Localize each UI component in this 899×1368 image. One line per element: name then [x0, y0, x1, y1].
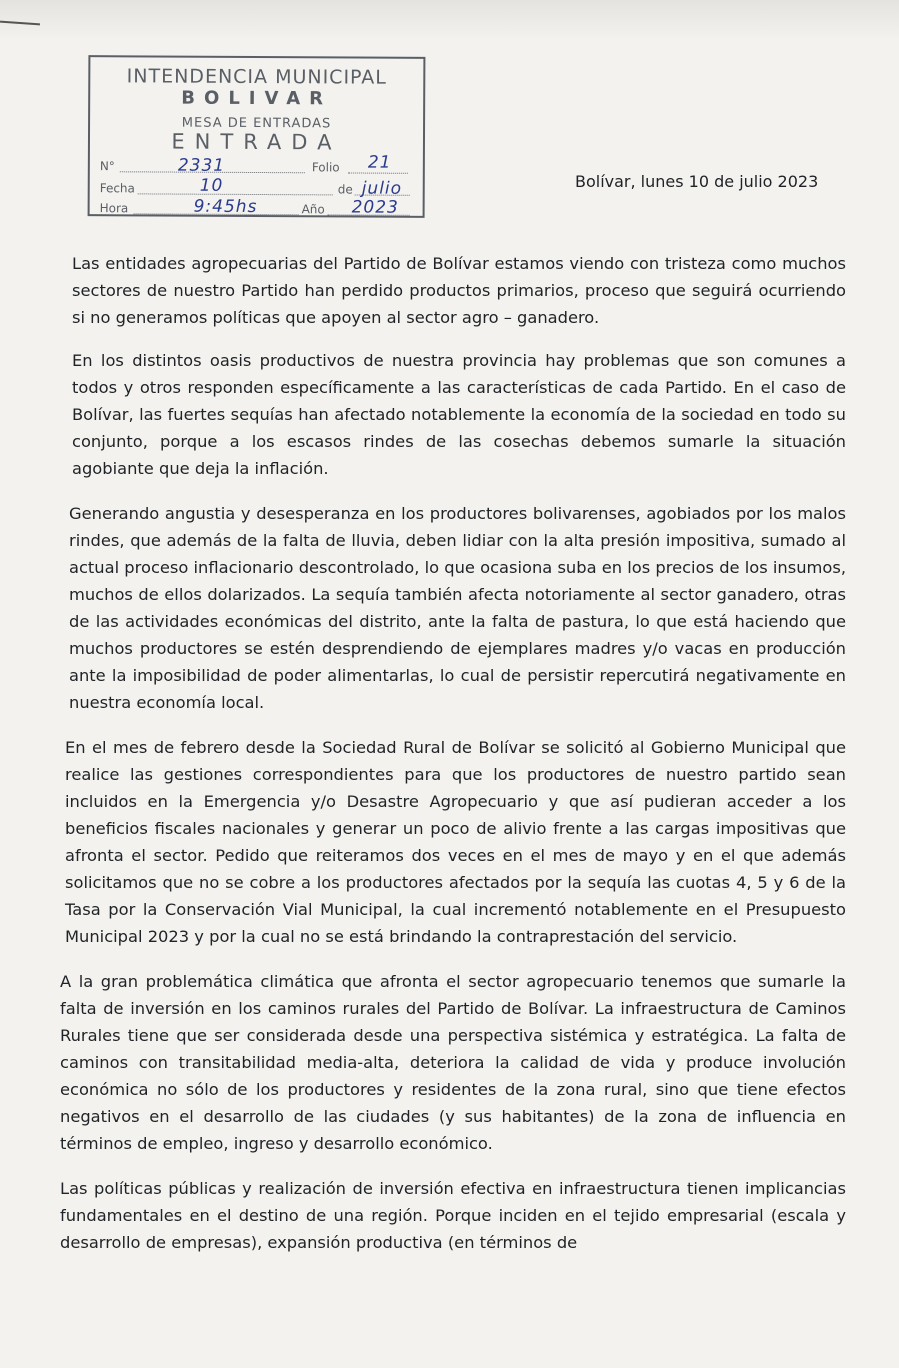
paragraph-4: En el mes de febrero desde la Sociedad Rural de Bolívar se solicitó al Gobierno Municipal que realice las gestiones correspondientes para que los productores de nuestro partido sean incluidos en la Emergencia y/o Desastre Agropecuario y que así pudieran acceder a los beneficios fiscales nacionales y generar un poco de alivio frente a las cargas impositivas que afronta el sector. Pedido que reiteramos dos veces en el mes de mayo y en el que además solicitamos que no se cobre a los productores afectados por la sequía las cuotas 4, 5 y 6 de la Tasa por la Conservación Vial Municipal, la cual incrementó notablemente en el Presupuesto Municipal 2023 y por la cual no se está brindando la contraprestación del servicio. [65, 738, 846, 946]
stamp-line-intendencia: INTENDENCIA MUNICIPAL [126, 65, 387, 89]
paragraph-2: En los distintos oasis productivos de nuestra provincia hay problemas que son comunes a todos y otros responden específicamente a las características de cada Partido. En el caso de Bolívar, las fuertes sequías han afectado notablemente la economía de la sociedad en todo su conjunto, porque a los escasos rindes de las cosechas debemos sumarle la situación agobiante que deja la inflación. [72, 351, 846, 478]
stamp-line-entrada: ENTRADA [171, 129, 342, 155]
stamp-row-numero [99, 152, 413, 177]
stamp-label-folio: Folio [311, 160, 340, 175]
letter-body [60, 250, 846, 1268]
stamp-hand-folio: 21 [367, 152, 392, 173]
stamp-row-fecha [100, 177, 413, 199]
letter-dateline: Bolívar, lunes 10 de julio 2023 [575, 172, 819, 191]
paragraph-5: A la gran problemática climática que afronta el sector agropecuario tenemos que sumarle la falta de inversión en los caminos rurales del Partido de Bolívar. La infraestructura de Caminos Rurales tiene que ser considerada desde una perspectiva sistémica y estratégica. La falta de caminos con transitabilidad media-alta, deteriora la calidad de vida y produce involución económica no sólo de los productores y residentes de la zona rural, sino que tiene efectos negativos en el desarrollo de las ciudades (y sus habitantes) de la zona de influencia en términos de empleo, ingreso y desarrollo económico. [60, 972, 846, 1153]
stamp-label-numero: N° [99, 159, 115, 174]
stamp-line-bolivar: BOLIVAR [181, 87, 333, 110]
paragraph-3: Generando angustia y desesperanza en los productores bolivarenses, agobiados por los malos rindes, que además de la falta de lluvia, deben lidiar con la alta presión impositiva, sumado al actual proceso inflacionario descontrolado, lo que ocasiona suba en los precios de los insumos, muchos de ellos dolarizados. La sequía también afecta notoriamente al sector ganadero, otras de las actividades económicas del distrito, ante la falta de pastura, lo que está haciendo que muchos productores se estén desprendiendo de ejemplares madres y/o vacas en producción ante la imposibilidad de poder alimentarlas, lo cual de persistir repercutirá negativamente en nuestra economía local. [69, 504, 846, 712]
stamp-hand-numero: 2331 [177, 155, 226, 176]
stamp-label-de: de [337, 182, 353, 197]
stamp-label-fecha: Fecha [99, 181, 135, 196]
page-top-shadow [0, 0, 899, 40]
stamp-hand-ano: 2023 [351, 197, 399, 218]
stamp-label-hora: Hora [99, 201, 129, 216]
stamp-dots [348, 172, 408, 173]
stamp-dots [138, 193, 333, 195]
stamp-line-mesa: MESA DE ENTRADAS [181, 115, 332, 132]
stamp-hand-mes: julio [361, 178, 403, 199]
paragraph-6: Las políticas públicas y realización de inversión efectiva en infraestructura tienen implicancias fundamentales en el destino de una región. Porque inciden en el tejido empresarial (escala y desarrollo de empresas), expansión productiva (en términos de [60, 1179, 846, 1252]
stamp-hand-fecha: 10 [199, 175, 224, 196]
stamp-hand-hora: 9:45hs [193, 196, 258, 218]
stamp-row-hora [100, 197, 413, 219]
stamp-label-ano: Año [301, 202, 325, 217]
paragraph-1: Las entidades agropecuarias del Partido de Bolívar estamos viendo con tristeza como muchos sectores de nuestro Partido han perdido productos primarios, proceso que seguirá ocurriendo si no generamos políticas que apoyen al sector agro – ganadero. [72, 254, 846, 327]
entry-stamp [88, 55, 426, 218]
